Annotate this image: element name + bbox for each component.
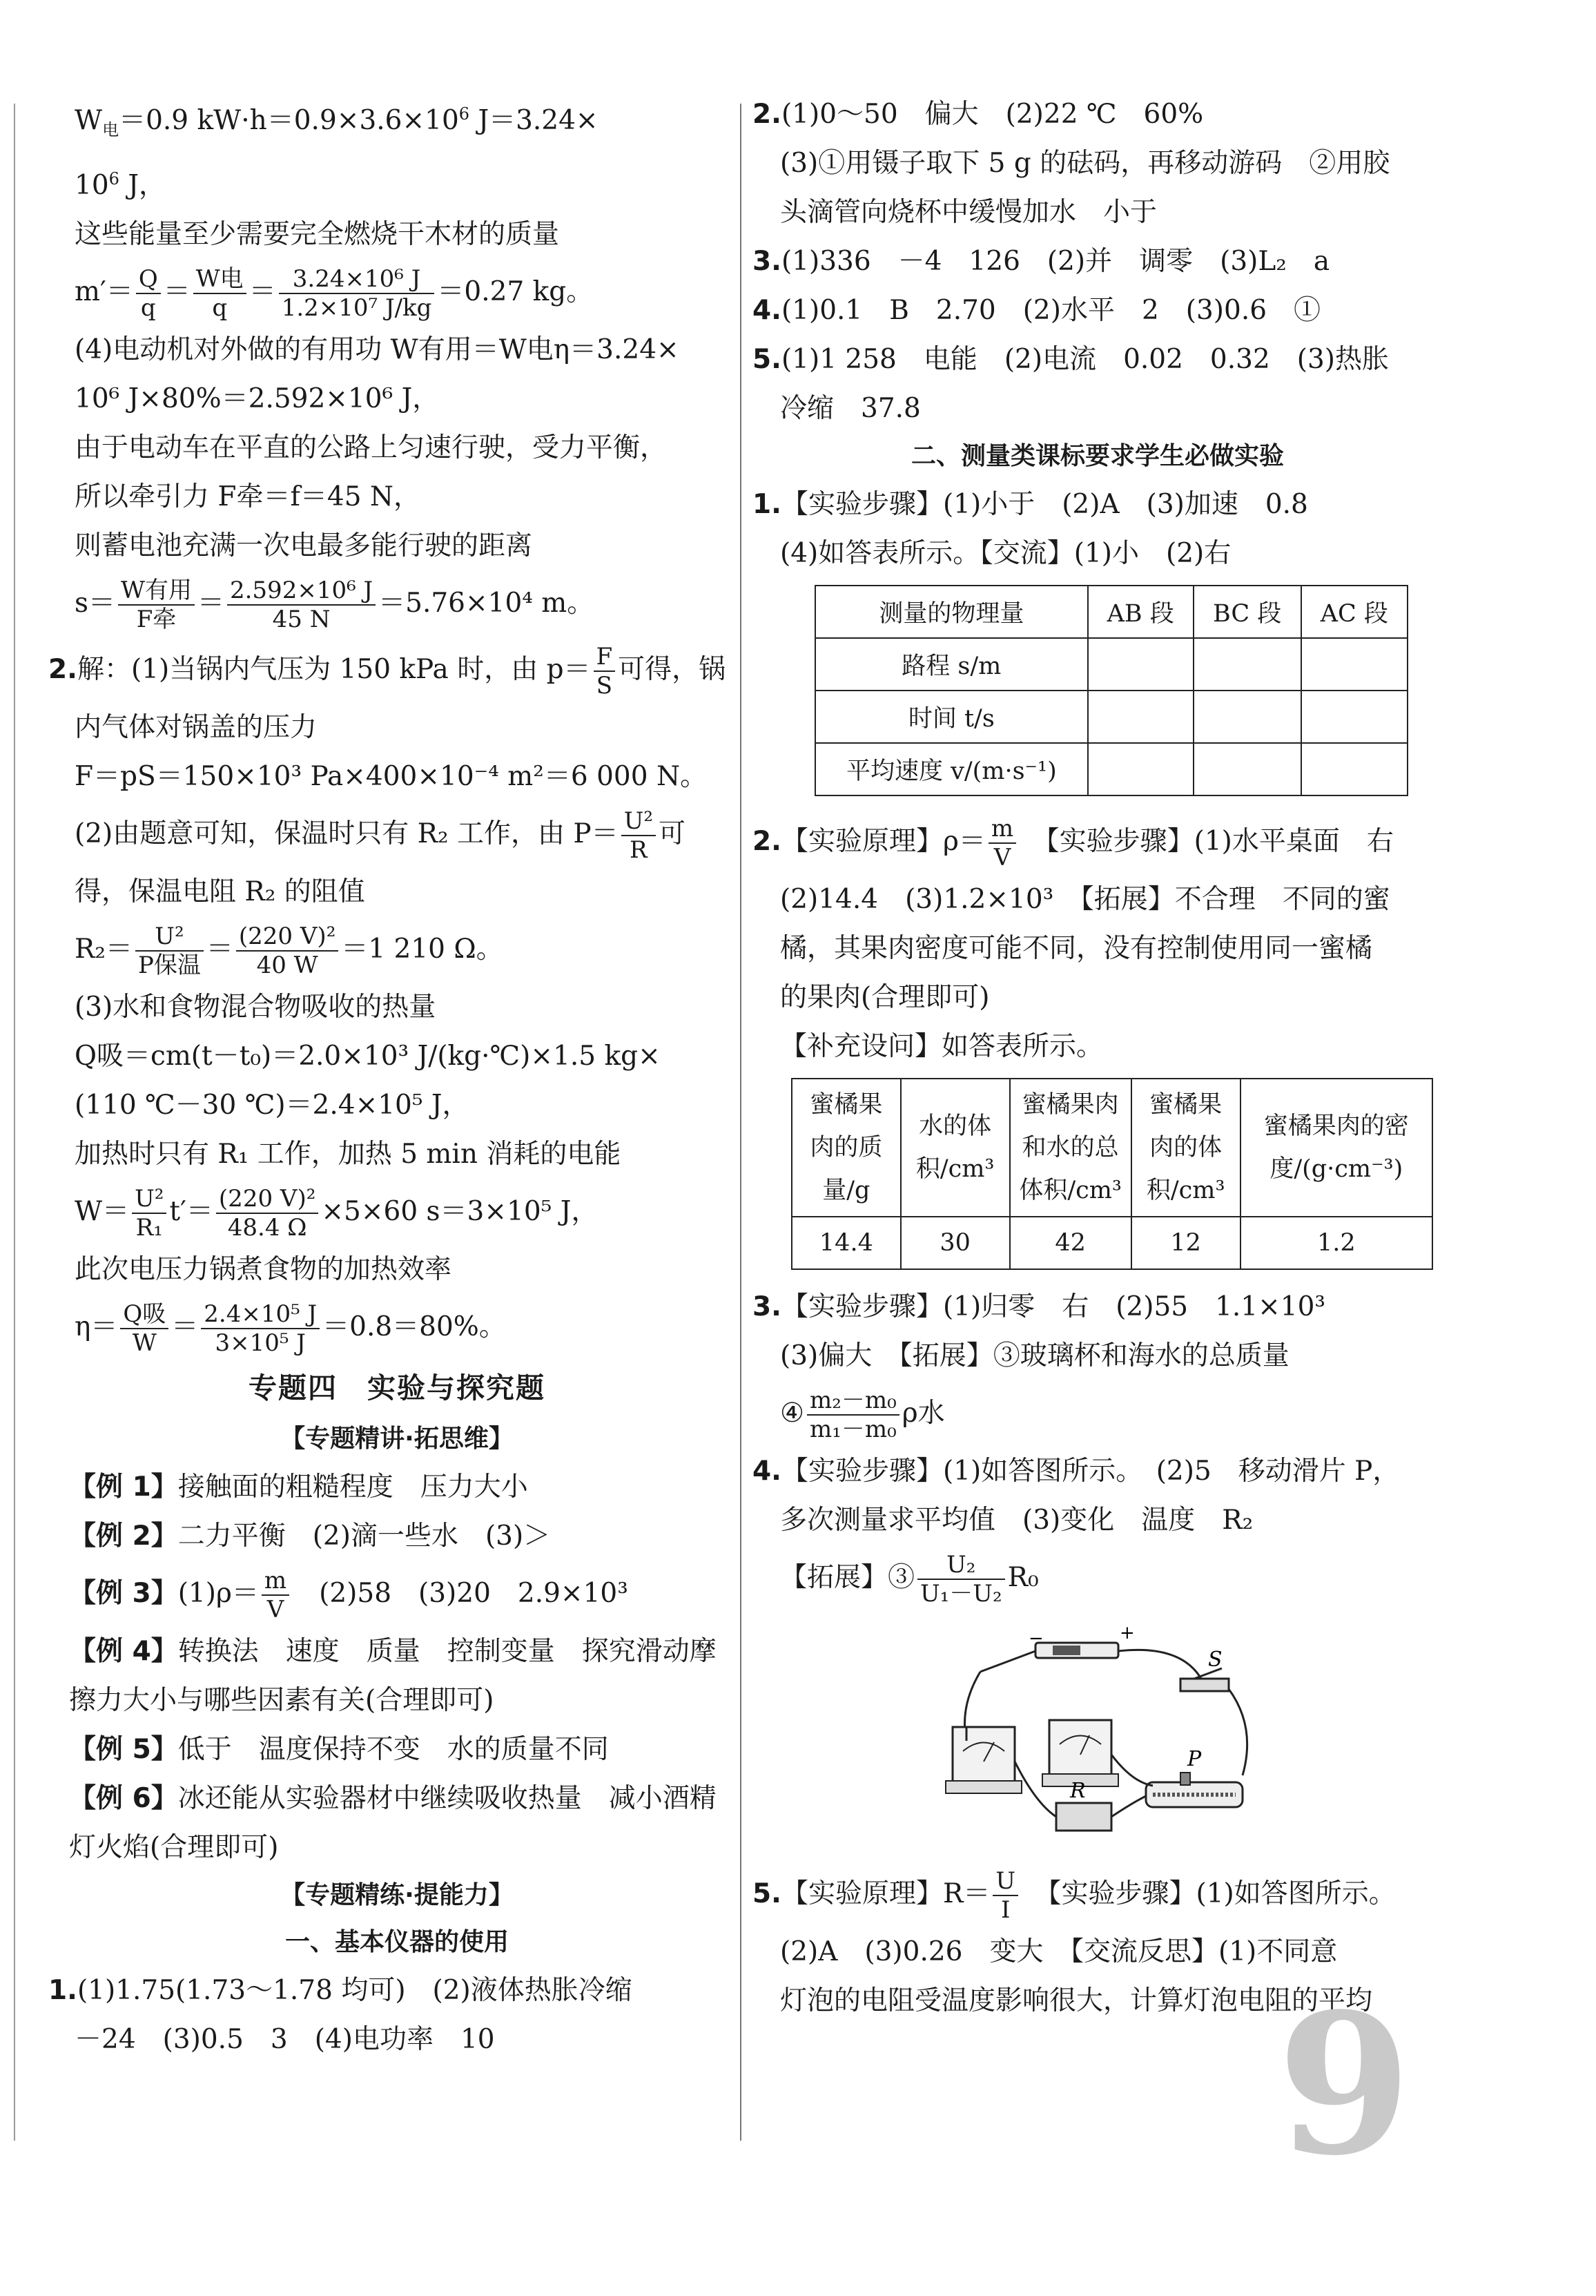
line: (4)电动机对外做的有用功 W有用＝W电η＝3.24×: [75, 334, 679, 365]
line: 擦力大小与哪些因素有关(合理即可): [69, 1684, 494, 1716]
table-cell: 1.2: [1240, 1217, 1432, 1269]
line: (4)如答表所示。【交流】(1)小 (2)右: [780, 538, 1232, 569]
line: (3)偏大 【拓展】③玻璃杯和海水的总质量: [780, 1340, 1290, 1371]
table-header: 蜜橘果肉的体积/cm³: [1131, 1079, 1240, 1217]
line: 10⁶ J×80%＝2.592×10⁶ J，: [75, 383, 440, 414]
line: (3)①用镊子取下 5 g 的砝码，再移动游码 ②用胶: [780, 148, 1390, 179]
left-column: [48, 90, 726, 2064]
density-table: [791, 1078, 1433, 1270]
line: 得，保温电阻 R₂ 的阻值: [75, 876, 365, 907]
line: 此次电压力锅煮食物的加热效率: [75, 1253, 452, 1285]
minus-sign: −: [1029, 1628, 1044, 1649]
line: 这些能量至少需要完全燃烧干木材的质量: [75, 218, 560, 250]
subsection-heading: 一、基本仪器的使用: [284, 1927, 509, 1956]
table-cell: 12: [1131, 1217, 1240, 1269]
line: $10^6$ J，: [75, 168, 166, 201]
table-cell: 30: [901, 1217, 1010, 1269]
equation: (2)由题意可知，保温时只有 R₂ 工作，由 P＝ $\frac{\text{U²}}{R}$ 可: [75, 807, 685, 864]
table-cell: 42: [1010, 1217, 1131, 1269]
line: $W_电=0.9$ $kW\cdot h=0.9\times 3.6\times 10^6$ J＝3.24×: [75, 104, 598, 139]
line: 加热时只有 R₁ 工作，加热 5 min 消耗的电能: [75, 1138, 621, 1170]
table-header: AB 段: [1088, 586, 1194, 638]
table-cell: 路程 s/m: [815, 638, 1088, 691]
section-heading: 【专题精练·提能力】: [280, 1880, 514, 1909]
plus-sign: +: [1120, 1623, 1135, 1643]
line: 由于电动车在平直的公路上匀速行驶，受力平衡，: [75, 432, 668, 463]
example-3: 【例 3】(1)ρ＝ $\frac{m}{V}$ (2)58 (3)20 2.9×10³: [69, 1566, 628, 1623]
line: 的果肉(合理即可): [780, 982, 990, 1013]
table-header: 蜜橘果肉和水的总体积/cm³: [1010, 1079, 1131, 1217]
section-heading: 【专题精讲·拓思维】: [280, 1424, 514, 1453]
line: 头滴管向烧杯中缓慢加水 小于: [780, 197, 1158, 228]
resistor-label: R: [1070, 1779, 1086, 1803]
line: 内气体对锅盖的压力: [75, 711, 318, 743]
column-divider: [740, 104, 741, 2141]
table-header: BC 段: [1194, 586, 1301, 638]
example-6: 【例 6】冰还能从实验器材中继续吸收热量 减小酒精: [69, 1782, 717, 1814]
measure-question-3: 3.【实验步骤】(1)归零 右 (2)55 1.1×10³: [752, 1291, 1326, 1322]
page-number: 9: [1277, 1971, 1412, 2199]
line: 灯泡的电阻受温度影响很大，计算灯泡电阻的平均: [780, 1985, 1373, 2016]
right-column: [752, 90, 1443, 2025]
line: F＝pS＝150×10³ Pa×400×10⁻⁴ m²＝6 000 N。: [75, 760, 708, 792]
line: 橘，其果肉密度可能不同，没有控制使用同一蜜橘: [780, 933, 1373, 964]
speed-table: [815, 585, 1408, 796]
table-cell: 平均速度 v/(m·s⁻¹): [815, 743, 1088, 795]
table-header: 水的体积/cm³: [901, 1079, 1010, 1217]
ammeter: [953, 1727, 1015, 1782]
subsection-heading: 二、测量类课标要求学生必做实验: [911, 442, 1284, 470]
switch: [1180, 1679, 1229, 1691]
equation: m′＝ $\frac{Q}{q}$ ＝ $\frac{\text{W电}}{q}$ ＝ $\frac{\text{3.24×10⁶ J}}{\text{1.2×10⁷ J/kg}}$ ＝0.27 kg。: [75, 264, 594, 322]
table-row: [815, 743, 1408, 795]
measure-question-1: 1.【实验步骤】(1)小于 (2)A (3)加速 0.8: [752, 489, 1308, 520]
basic-question-1: 1.(1)1.75(1.73～1.78 均可) (2)液体热胀冷缩: [48, 1974, 632, 2006]
line: 则蓄电池充满一次电最多能行驶的距离: [75, 530, 533, 561]
line: 灯火焰(合理即可): [69, 1831, 279, 1863]
table-header: 蜜橘果肉的质量/g: [792, 1079, 901, 1217]
table-cell: 14.4: [792, 1217, 901, 1269]
equation: 【拓展】③ $\frac{\text{U₂}}{\text{U₁－U₂}}$ R₀: [780, 1551, 1039, 1608]
slider: [1180, 1773, 1190, 1785]
line: 【补充设问】如答表所示。: [780, 1031, 1104, 1062]
voltmeter: [1049, 1720, 1111, 1775]
line: Q吸＝cm(t－t₀)＝2.0×10³ J/(kg·℃)×1.5 kg×: [75, 1040, 661, 1072]
line: (2)14.4 (3)1.2×10³ 【拓展】不合理 不同的蜜: [780, 884, 1390, 915]
circuit-diagram: [932, 1623, 1256, 1851]
line: 所以牵引力 F牵＝f＝45 N，: [75, 481, 421, 512]
example-4: 【例 4】转换法 速度 质量 控制变量 探究滑动摩: [69, 1635, 717, 1667]
slider-label: P: [1187, 1747, 1202, 1771]
measure-question-4: 4.【实验步骤】(1)如答图所示。 (2)5 移动滑片 P，: [752, 1456, 1400, 1487]
basic-question-2: 2.(1)0～50 偏大 (2)22 ℃ 60%: [752, 99, 1204, 130]
line: (3)水和食物混合物吸收的热量: [75, 991, 436, 1023]
table-row: [815, 586, 1408, 638]
table-cell: 时间 t/s: [815, 691, 1088, 743]
table-row: [815, 638, 1408, 691]
basic-question-3: 3.(1)336 －4 126 (2)并 调零 (3)L₂ a: [752, 246, 1330, 277]
measure-question-5: 5.【实验原理】R＝ $\frac{U}{I}$ 【实验步骤】(1)如答图所示。: [752, 1867, 1396, 1924]
resistor: [1056, 1803, 1111, 1831]
equation: s＝ $\frac{\text{W有用}}{\text{F牵}}$ ＝ $\frac{\text{2.592×10⁶ J}}{45 N}$ ＝5.76×10⁴ m。: [75, 576, 594, 633]
line: －24 (3)0.5 3 (4)电功率 10: [75, 2023, 495, 2055]
equation: η＝ $\frac{\text{Q吸}}{W}$ ＝ $\frac{\text{2.4×10⁵ J}}{\text{3×10⁵ J}}$ ＝0.8＝80%。: [75, 1300, 506, 1357]
left-margin-rule: [14, 104, 15, 2141]
equation: R₂＝ $\frac{\text{U²}}{\text{P保温}}$ ＝ $\frac{\text{(220 V)²}}{40 W}$ ＝1 210 Ω。: [75, 922, 503, 979]
equation: ④ $\frac{\text{m₂－m₀}}{\text{m₁－m₀}}$ ρ水: [780, 1387, 945, 1443]
line: 多次测量求平均值 (3)变化 温度 R₂: [780, 1505, 1254, 1536]
table-header: 蜜橘果肉的密度/(g·cm⁻³): [1240, 1079, 1432, 1217]
switch-label: S: [1208, 1648, 1223, 1672]
table-row: [815, 691, 1408, 743]
topic-heading: 专题四 实验与探究题: [249, 1371, 545, 1405]
example-5: 【例 5】低于 温度保持不变 水的质量不同: [69, 1733, 609, 1765]
table-row: [792, 1217, 1432, 1269]
example-2: 【例 2】二力平衡 (2)滴一些水 (3)＞: [69, 1520, 551, 1552]
line: (2)A (3)0.26 变大 【交流反思】(1)不同意: [780, 1936, 1338, 1967]
table-header: AC 段: [1301, 586, 1408, 638]
basic-question-4: 4.(1)0.1 B 2.70 (2)水平 2 (3)0.6 ①: [752, 295, 1321, 326]
line: (110 ℃－30 ℃)＝2.4×10⁵ J，: [75, 1089, 469, 1121]
example-1: 【例 1】接触面的粗糙程度 压力大小: [69, 1471, 528, 1503]
question-2: 2.解：(1)当锅内气压为 150 kPa 时，由 p＝ $\frac{F}{S}$ 可得，锅: [48, 642, 726, 700]
line: 冷缩 37.8: [780, 393, 921, 424]
basic-question-5: 5.(1)1 258 电能 (2)电流 0.02 0.32 (3)热胀: [752, 344, 1390, 375]
equation: W＝ $\frac{\text{U²}}{\text{R₁}}$ t′＝ $\frac{\text{(220 V)²}}{48.4 \Omega}$ ×5×60 s＝3×10⁵ J，: [75, 1184, 598, 1242]
table-header: 测量的物理量: [815, 586, 1088, 638]
table-row: [792, 1079, 1432, 1217]
measure-question-2: 2.【实验原理】ρ＝ $\frac{m}{V}$ 【实验步骤】(1)水平桌面 右: [752, 815, 1394, 871]
